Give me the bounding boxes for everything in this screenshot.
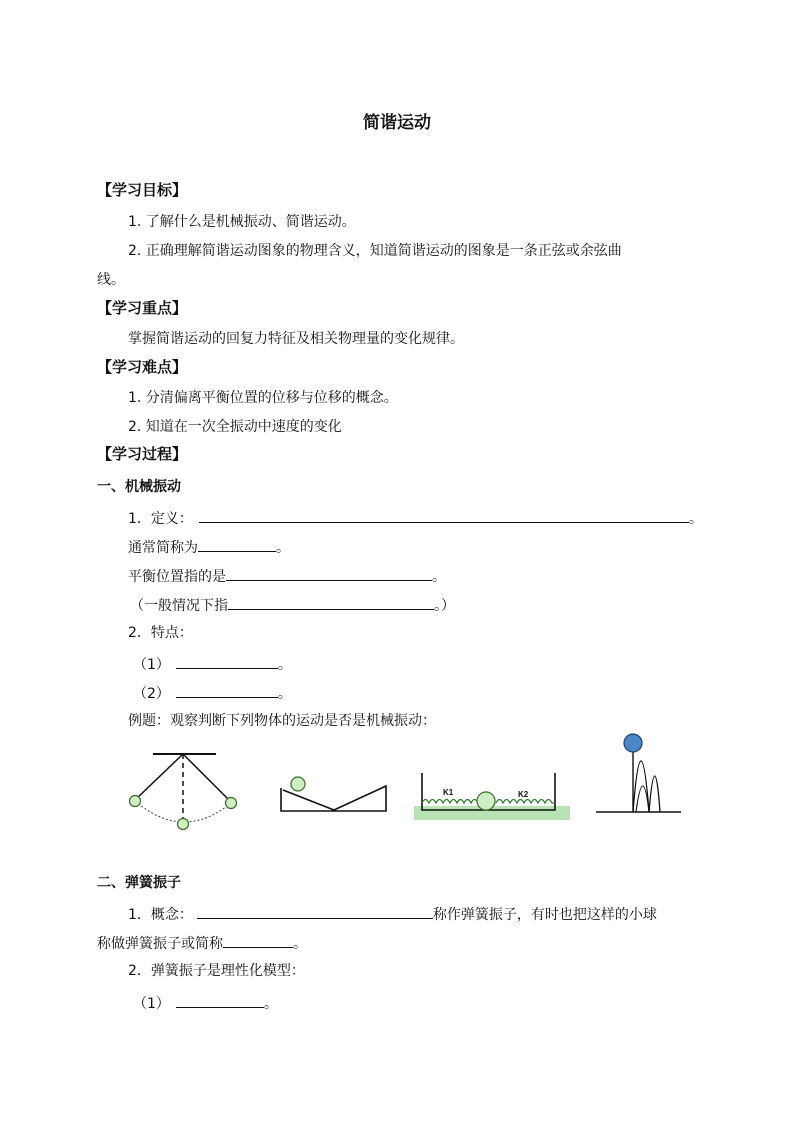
concept-tail: 称作弹簧振子，有时也把这样的小球 xyxy=(432,907,657,923)
model-item-1-period: 。 xyxy=(263,996,278,1012)
v-track-ball xyxy=(291,777,305,791)
definition-period: 。 xyxy=(688,511,703,527)
spring-ball xyxy=(477,792,495,810)
pendulum-ball-right xyxy=(226,798,237,809)
pendulum-ball-bottom xyxy=(178,819,189,830)
blue-ball xyxy=(624,734,642,752)
section2-heading: 二、弹簧振子 xyxy=(97,875,181,891)
feature-1-label: （1） xyxy=(133,657,170,673)
concept-blank[interactable] xyxy=(197,903,433,919)
objective-item-2-line-2: 线。 xyxy=(97,272,125,288)
short-name-blank[interactable] xyxy=(223,932,293,948)
spring-k2 xyxy=(496,800,555,804)
balance-position-label: 平衡位置指的是 xyxy=(128,569,226,585)
concept-row xyxy=(128,903,657,925)
k1-label: K1 xyxy=(443,788,454,797)
model-item-1-label: （1） xyxy=(133,996,170,1012)
feature-2-label: （2） xyxy=(133,686,170,702)
concept-line-2: 称做弹簧振子或简称 xyxy=(97,936,223,952)
spring-k1 xyxy=(422,800,484,804)
objective-item-1: 1. 了解什么是机械振动、简谐运动。 xyxy=(128,214,356,230)
page-title: 简谐运动 xyxy=(363,113,431,133)
k2-label: K2 xyxy=(518,790,529,799)
bounce-arc-2 xyxy=(649,776,660,812)
pendulum-string-left xyxy=(135,754,183,800)
section1-heading: 一、机械振动 xyxy=(97,479,181,495)
concept-line-2-row xyxy=(97,932,307,954)
balance-position-period: 。 xyxy=(432,569,446,585)
general-case-end: 。） xyxy=(434,598,455,614)
pendulum-string-right xyxy=(183,754,231,802)
objectives-heading: 【学习目标】 xyxy=(97,181,188,199)
difficulty-item-2: 2. 知道在一次全振动中速度的变化 xyxy=(128,419,342,435)
model-item-1-blank[interactable] xyxy=(176,992,264,1008)
bounce-arc-1 xyxy=(633,761,649,812)
model-label: 2．弹簧振子是理性化模型： xyxy=(128,963,305,979)
spring-box-figure xyxy=(414,773,570,820)
process-heading: 【学习过程】 xyxy=(97,445,188,463)
concept-period: 。 xyxy=(293,936,307,952)
common-name-period: 。 xyxy=(276,540,290,556)
feature-1-period: 。 xyxy=(277,657,292,673)
example-text: 例题：观察判断下列物体的运动是否是机械振动： xyxy=(128,713,436,729)
key-points-text: 掌握简谐运动的回复力特征及相关物理量的变化规律。 xyxy=(128,331,464,347)
features-label: 2．特点： xyxy=(128,625,193,641)
general-case-label: （一般情况下指 xyxy=(130,598,228,614)
common-name-label: 通常简称为 xyxy=(128,540,198,556)
pendulum-ball-left xyxy=(130,796,141,807)
concept-label: 1．概念： xyxy=(128,907,193,923)
objective-item-2-line-1: 2. 正确理解简谐运动图象的物理含义，知道简谐运动的图象是一条正弦或余弦曲 xyxy=(128,243,622,259)
pendulum-figure xyxy=(130,754,237,830)
v-track-figure xyxy=(281,777,386,811)
model-item-1-row xyxy=(133,992,278,1014)
definition-label: 1．定义： xyxy=(128,511,193,527)
key-points-heading: 【学习重点】 xyxy=(97,299,188,317)
difficulty-item-1: 1. 分清偏离平衡位置的位移与位移的概念。 xyxy=(128,390,398,406)
bouncing-ball-figure xyxy=(596,734,681,812)
feature-2-period: 。 xyxy=(277,686,292,702)
difficulties-heading: 【学习难点】 xyxy=(97,358,188,376)
